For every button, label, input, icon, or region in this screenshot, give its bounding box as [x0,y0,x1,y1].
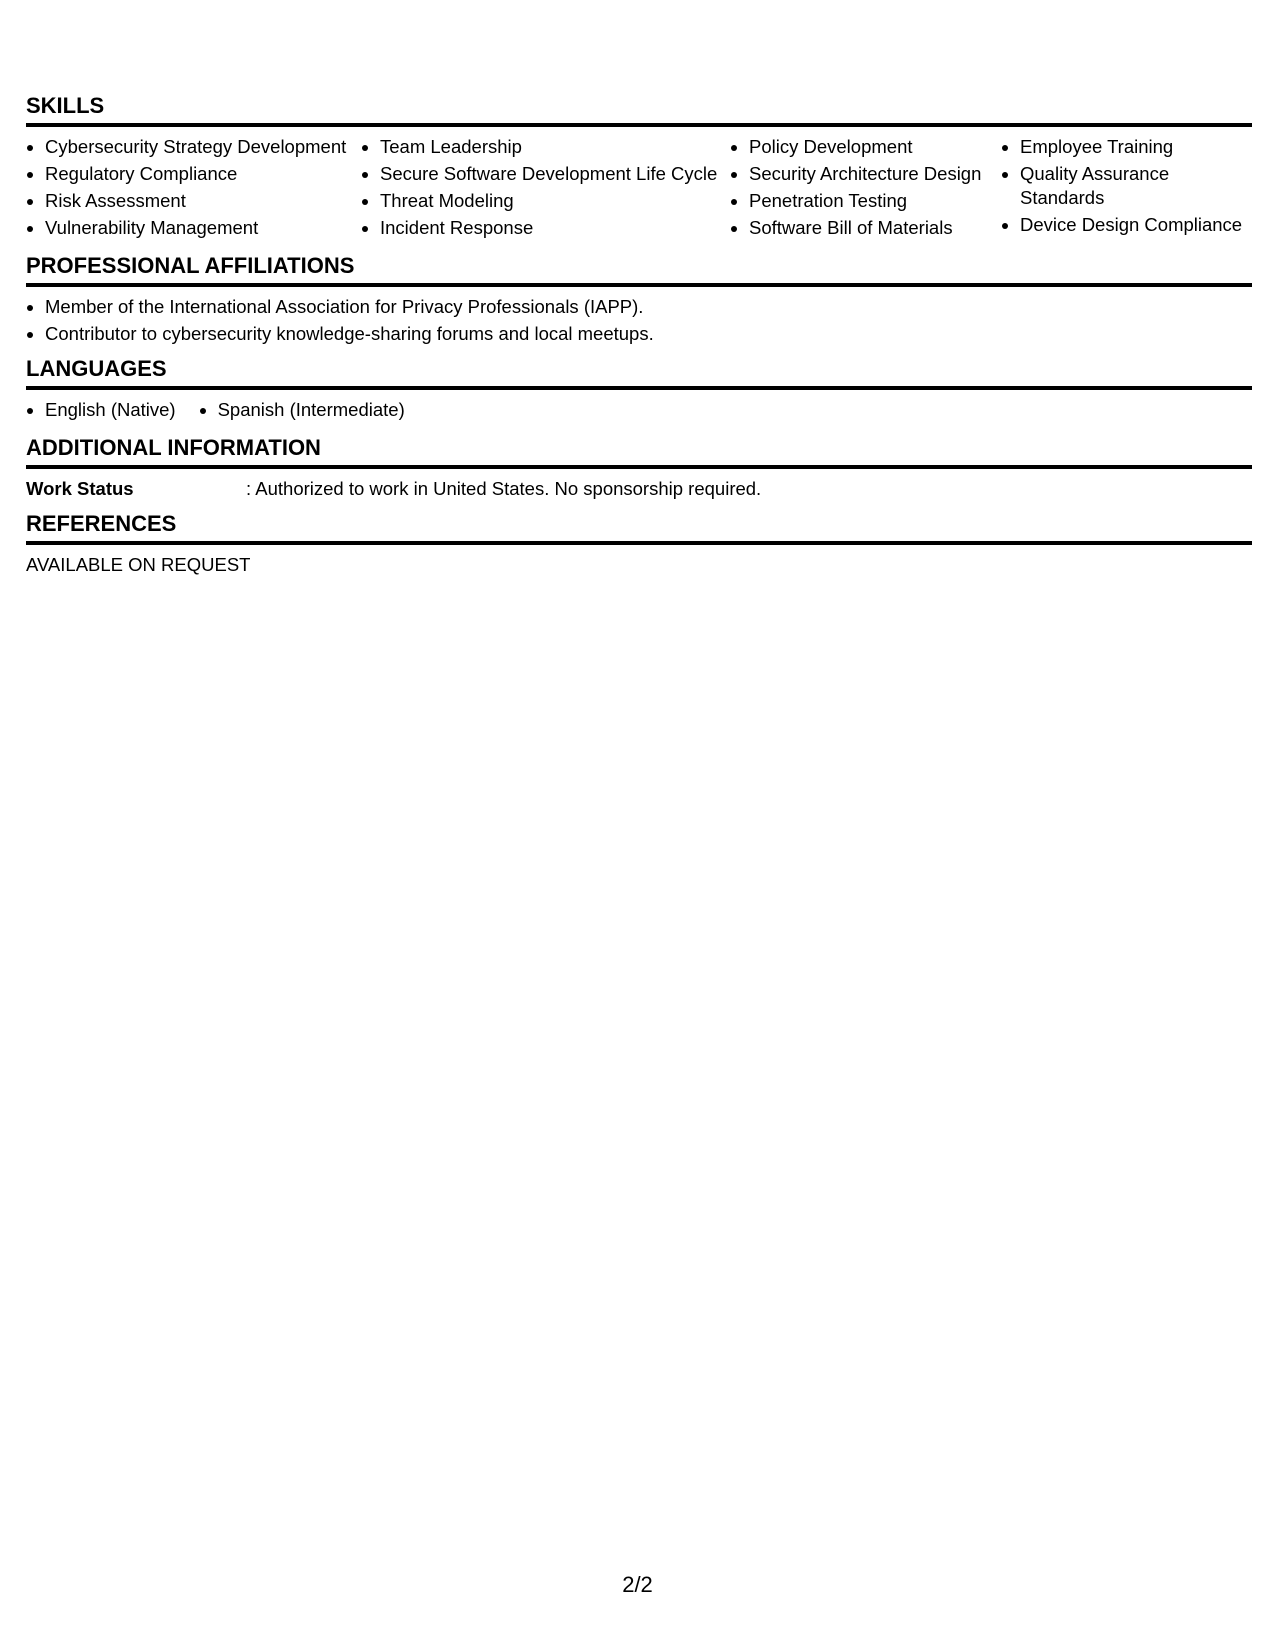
skills-column-3 [730,135,1001,243]
work-status-value: : Authorized to work in United States. No sponsorship required. [246,478,762,499]
affiliations-section [26,253,1252,346]
skill-item: Incident Response [361,216,730,240]
skill-item: Secure Software Development Life Cycle [361,162,730,186]
additional-info-heading: ADDITIONAL INFORMATION [26,435,1252,469]
skill-item: Cybersecurity Strategy Development [26,135,361,159]
resume-page [26,93,1252,587]
skill-item: Risk Assessment [26,189,361,213]
skill-item: Software Bill of Materials [730,216,1001,240]
languages-section [26,356,1252,425]
skills-grid [26,127,1252,243]
skill-item: Threat Modeling [361,189,730,213]
references-text: AVAILABLE ON REQUEST [26,554,251,575]
skill-item: Security Architecture Design [730,162,1001,186]
skill-item: Team Leadership [361,135,730,159]
work-status-label: Work Status [26,478,134,499]
skill-item: Penetration Testing [730,189,1001,213]
affiliation-item: Member of the International Association for Privacy Professionals (IAPP). [26,295,1252,319]
languages-list [26,390,1252,425]
languages-heading: LANGUAGES [26,356,1252,390]
language-item: Spanish (Intermediate) [199,398,405,422]
additional-info-section [26,435,1252,501]
language-item: English (Native) [26,398,176,422]
affiliation-item: Contributor to cybersecurity knowledge-sharing forums and local meetups. [26,322,1252,346]
skills-column-1 [26,135,361,243]
skills-column-4 [1001,135,1252,243]
skills-section [26,93,1252,243]
skill-item: Employee Training [1001,135,1252,159]
page-number: 2/2 [622,1572,653,1597]
skill-item: Vulnerability Management [26,216,361,240]
skill-item: Device Design Compliance [1001,213,1252,237]
skills-column-2 [361,135,730,243]
affiliations-heading: PROFESSIONAL AFFILIATIONS [26,253,1252,287]
skill-item: Regulatory Compliance [26,162,361,186]
work-status-row [26,469,1252,501]
references-section [26,511,1252,577]
skill-item: Quality Assurance Standards [1001,162,1252,210]
skill-item: Policy Development [730,135,1001,159]
skills-heading: SKILLS [26,93,1252,127]
references-heading: REFERENCES [26,511,1252,545]
affiliations-list [26,287,1252,346]
